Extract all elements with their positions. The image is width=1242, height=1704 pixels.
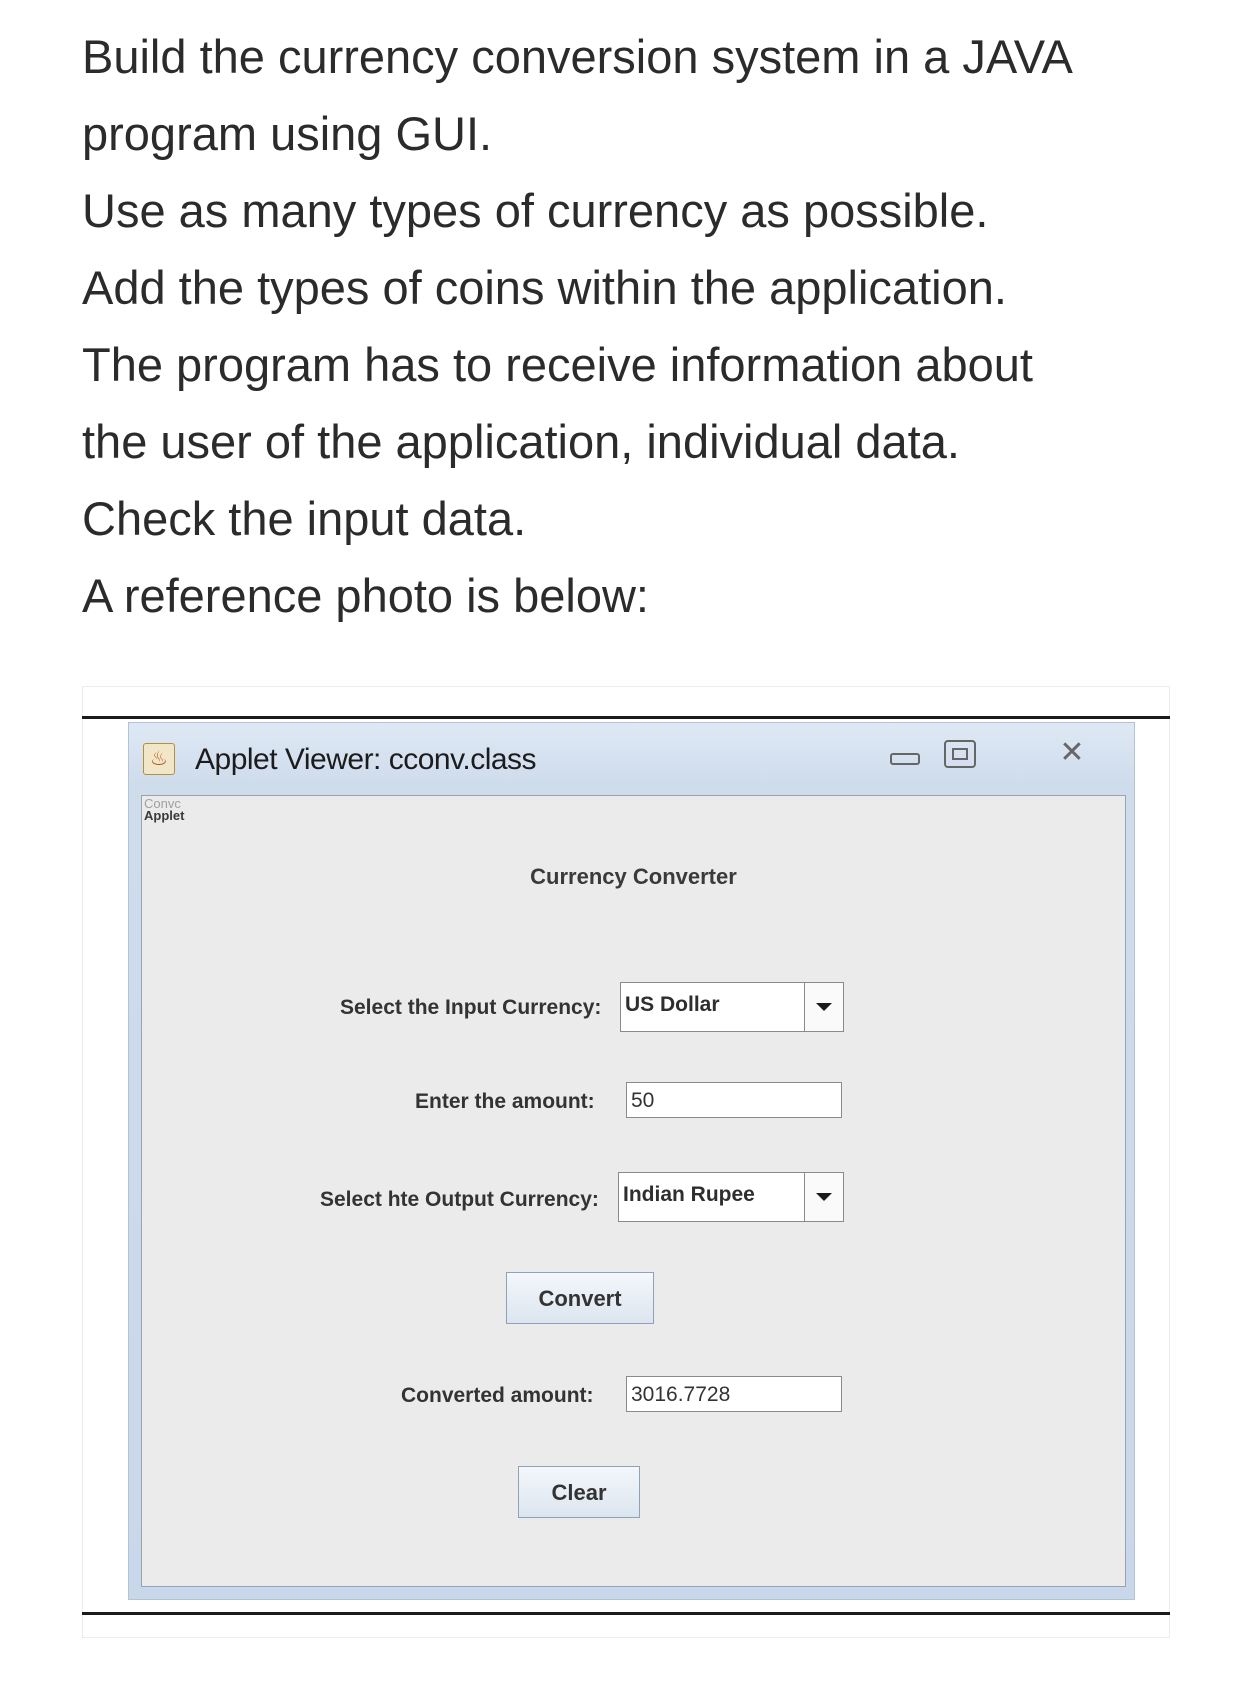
question-line: the user of the application, individual data. [82, 415, 960, 468]
question-line: Add the types of coins within the application. [82, 261, 1007, 314]
close-icon: ✕ [1059, 736, 1085, 769]
input-currency-select[interactable] [620, 982, 844, 1032]
applet-tab-bottom-text: Applet [144, 808, 185, 823]
input-currency-label: Select the Input Currency: [340, 996, 602, 1019]
minimize-button[interactable] [885, 735, 925, 771]
close-button[interactable] [1017, 735, 1127, 771]
question-text [82, 18, 1182, 634]
clear-button[interactable]: Clear [518, 1466, 640, 1518]
question-line: program using GUI. [82, 107, 493, 160]
photo-bottom-rule [82, 1612, 1170, 1615]
window-title: Applet Viewer: cconv.class [195, 743, 537, 776]
applet-tab-top-text: Convc [144, 796, 181, 811]
amount-label: Enter the amount: [415, 1090, 595, 1113]
converted-amount-label: Converted amount: [401, 1384, 594, 1407]
maximize-icon [944, 740, 976, 768]
applet-viewer-window [128, 722, 1135, 1600]
output-currency-value: Indian Rupee [623, 1183, 755, 1206]
title-bar[interactable] [129, 723, 1134, 795]
chevron-down-icon [816, 1003, 832, 1011]
output-currency-dropdown-button[interactable] [804, 1173, 843, 1221]
java-coffee-icon: ♨ [143, 743, 175, 775]
question-line: Use as many types of currency as possible. [82, 184, 989, 237]
question-line: Build the currency conversion system in a JAVA [82, 30, 1073, 83]
amount-input[interactable]: 50 [626, 1082, 842, 1118]
minimize-icon [890, 753, 920, 765]
converted-amount-field[interactable]: 3016.7728 [626, 1376, 842, 1412]
output-currency-label: Select hte Output Currency: [320, 1188, 599, 1211]
question-line: Check the input data. [82, 492, 527, 545]
page-title: Currency Converter [530, 864, 737, 889]
convert-button[interactable]: Convert [506, 1272, 654, 1324]
output-currency-select[interactable] [618, 1172, 844, 1222]
question-line: A reference photo is below: [82, 569, 649, 622]
maximize-button[interactable] [937, 735, 983, 771]
chevron-down-icon [816, 1193, 832, 1201]
input-currency-value: US Dollar [625, 993, 720, 1016]
applet-panel [141, 795, 1126, 1587]
photo-top-rule [82, 716, 1170, 719]
question-line: The program has to receive information about [82, 338, 1033, 391]
applet-menu-label[interactable] [144, 798, 184, 822]
input-currency-dropdown-button[interactable] [804, 983, 843, 1031]
